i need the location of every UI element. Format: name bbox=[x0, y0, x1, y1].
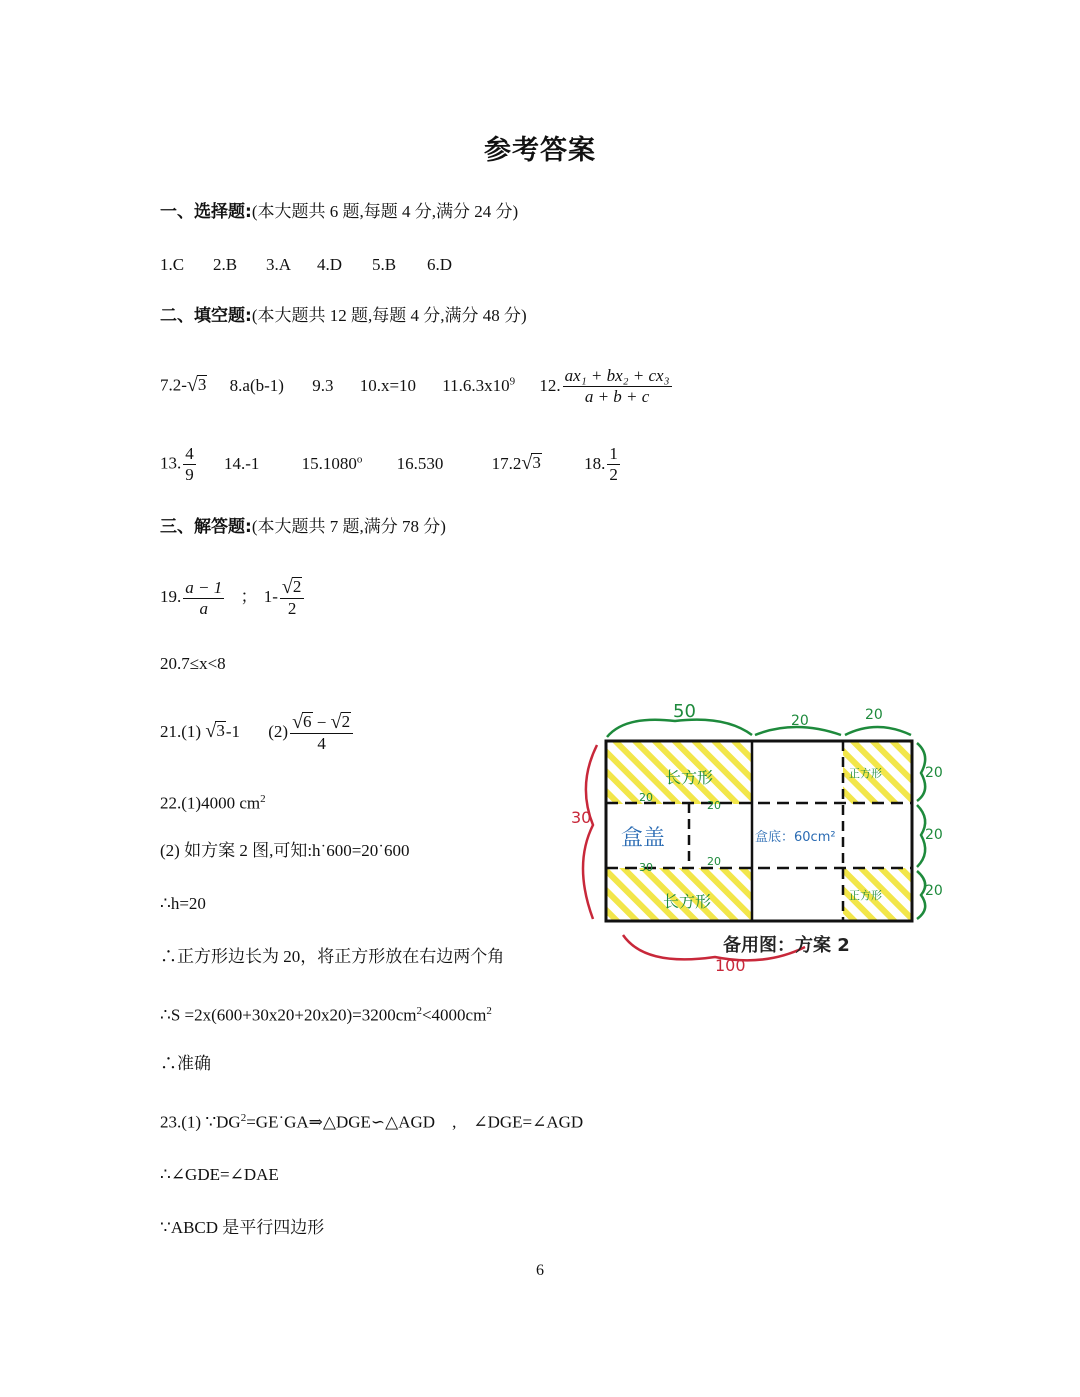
q21-sqrt: √ 3 bbox=[205, 720, 225, 742]
q21-fraction bbox=[290, 712, 353, 754]
q13-prefix: 13. bbox=[160, 453, 182, 473]
q21-after: -1 bbox=[225, 722, 240, 741]
top-label-20a: 20 bbox=[791, 713, 809, 729]
q18-numerator: 1 bbox=[609, 444, 618, 464]
page-title: 参考答案 bbox=[484, 135, 596, 166]
q16: 16.530 bbox=[396, 453, 444, 473]
q21-minus: − bbox=[316, 713, 327, 733]
answer-2: 2.B bbox=[213, 255, 238, 274]
q19-row bbox=[160, 575, 306, 619]
q15-base: 15.1080 bbox=[301, 453, 357, 473]
q9: 9.3 bbox=[312, 375, 334, 395]
q19-second-prefix: 1- bbox=[263, 587, 278, 606]
q12-prefix: 12. bbox=[539, 375, 561, 395]
answer-5: 5.B bbox=[372, 255, 397, 274]
q17-sqrt: √ 3 bbox=[521, 451, 541, 474]
answer-4: 4.D bbox=[317, 255, 343, 274]
q18-denominator: 2 bbox=[609, 465, 618, 485]
q22-line-4: ∴正方形边长为 20，将正方形放在右边两个角 bbox=[160, 947, 505, 966]
left-label-30: 30 bbox=[571, 808, 592, 827]
q13-fraction bbox=[183, 444, 196, 485]
q21-numerator: √ 6 − √ 2 bbox=[290, 712, 353, 734]
q19-separator: ； bbox=[240, 587, 258, 606]
q23-line-1-b: =GE˙GA⇒△DGE∽△AGD , ∠DGE=∠AGD bbox=[246, 1112, 584, 1132]
q19-denominator: a bbox=[199, 598, 208, 618]
top-label-20b: 20 bbox=[865, 707, 883, 723]
q23-line-1-exp: 2 bbox=[240, 1112, 247, 1124]
q8: 8.a(b-1) bbox=[229, 375, 284, 395]
bottom-label-100: 100 bbox=[715, 956, 746, 975]
q20: 20.7≤x<8 bbox=[160, 654, 226, 673]
q12-denominator: a + b + c bbox=[584, 387, 650, 407]
section-2-head: 二、填空题: bbox=[160, 306, 252, 326]
inner-label-4: 20 bbox=[707, 855, 721, 868]
inner-label-2: 20 bbox=[707, 799, 721, 812]
brace-top-50 bbox=[607, 720, 752, 737]
q22-line-5-b: <4000cm bbox=[421, 1005, 487, 1025]
q7-prefix: 7.2- bbox=[160, 375, 187, 395]
q18-fraction bbox=[607, 444, 620, 485]
cell-label-lid: 盒盖 bbox=[621, 826, 666, 851]
answer-3: 3.A bbox=[266, 255, 292, 274]
q19-second-radicand: 2 bbox=[292, 577, 302, 597]
q19-second-fraction bbox=[280, 577, 304, 619]
q21-rad-a: 6 bbox=[303, 712, 312, 732]
cell-label-square-top: 正方形 bbox=[849, 767, 882, 780]
section-3-heading bbox=[160, 517, 446, 537]
right-label-2: 20 bbox=[925, 827, 943, 843]
q12-numerator: ax₁ + bx₂ + cx₃ bbox=[564, 366, 670, 386]
section-2-heading bbox=[160, 306, 527, 326]
q19-prefix: 19. bbox=[160, 587, 182, 606]
q23-line-3: ∵ABCD 是平行四边形 bbox=[160, 1218, 325, 1237]
q22-line-2: (2) 如方案 2 图,可知:h˙600=20˙600 bbox=[160, 841, 410, 860]
q22-line-5-exp1: 2 bbox=[416, 1005, 422, 1017]
q13-numerator: 4 bbox=[185, 444, 194, 464]
q22-line-6: ∴准确 bbox=[160, 1054, 211, 1073]
q11-base: 11.6.3x10 bbox=[442, 375, 510, 395]
q21-denominator: 4 bbox=[317, 734, 326, 754]
q23-line-2: ∴∠GDE=∠DAE bbox=[160, 1165, 279, 1184]
q21-row bbox=[160, 710, 355, 754]
section-3-note: (本大题共 7 题,满分 78 分) bbox=[251, 517, 446, 536]
fill-row-1 bbox=[160, 364, 674, 407]
q10: 10.x=10 bbox=[359, 375, 417, 395]
figure-caption: 备用图：方案 2 bbox=[723, 935, 850, 956]
q21-radicand: 3 bbox=[216, 721, 225, 740]
q12-fraction bbox=[563, 366, 672, 407]
q18-prefix: 18. bbox=[584, 453, 606, 473]
q19-second-numerator: √ 2 bbox=[280, 577, 304, 599]
q22-line-5 bbox=[160, 1001, 492, 1026]
top-label-50: 50 bbox=[673, 701, 696, 722]
brace-left-30 bbox=[583, 745, 597, 919]
q21-rad-b: 2 bbox=[341, 712, 351, 732]
right-label-1: 20 bbox=[925, 765, 943, 781]
q7-sqrt: √ 3 bbox=[186, 373, 207, 396]
q22-line-5-exp2: 2 bbox=[486, 1005, 492, 1017]
section-1-note: (本大题共 6 题,每题 4 分,满分 24 分) bbox=[251, 202, 519, 221]
q21-part2: (2) bbox=[268, 722, 289, 741]
section-3-head: 三、解答题: bbox=[160, 517, 252, 537]
fill-row-2 bbox=[160, 437, 622, 485]
page-number: 6 bbox=[536, 1262, 544, 1279]
brace-right-1 bbox=[917, 743, 925, 801]
cell-label-square-bottom: 正方形 bbox=[849, 889, 882, 902]
cell-label-rect-bottom: 长方形 bbox=[663, 892, 712, 911]
answer-6: 6.D bbox=[427, 255, 453, 274]
q22-line-1-text: 22.(1)4000 cm bbox=[160, 793, 261, 813]
inner-label-1: 20 bbox=[639, 791, 653, 804]
section-1-heading bbox=[160, 202, 518, 222]
q11-exp: 9 bbox=[509, 375, 516, 387]
brace-right-2 bbox=[917, 805, 925, 867]
q15 bbox=[302, 454, 363, 473]
brace-top-20b bbox=[845, 727, 911, 735]
q22-line-3: ∴h=20 bbox=[160, 894, 206, 913]
q19-second-denominator: 2 bbox=[287, 599, 297, 619]
q11 bbox=[442, 376, 515, 395]
inner-label-3: 30 bbox=[639, 861, 653, 874]
cell-label-rect-top: 长方形 bbox=[665, 768, 714, 787]
section-1-head: 一、选择题: bbox=[160, 202, 252, 222]
q14: 14.-1 bbox=[224, 453, 260, 473]
q19-fraction bbox=[183, 578, 224, 619]
choice-answers bbox=[160, 255, 452, 275]
section-2-note: (本大题共 12 题,每题 4 分,满分 48 分) bbox=[251, 306, 527, 325]
cell-label-base: 盒底：60cm² bbox=[755, 830, 836, 845]
q23-line-1 bbox=[160, 1108, 583, 1133]
q23-line-1-a: 23.(1) ∵DG bbox=[160, 1112, 241, 1132]
q22-line-5-a: ∴S =2x(600+30x20+20x20)=3200cm bbox=[160, 1005, 417, 1025]
answer-1: 1.C bbox=[160, 255, 185, 274]
box-net-figure bbox=[565, 695, 965, 985]
q19-numerator: a − 1 bbox=[185, 577, 223, 597]
q21-prefix: 21.(1) bbox=[160, 722, 202, 741]
q22-line-1-exp: 2 bbox=[260, 793, 266, 805]
brace-right-3 bbox=[917, 871, 925, 919]
q15-exp: o bbox=[356, 453, 363, 465]
q17-prefix: 17.2 bbox=[491, 453, 522, 473]
q22-line-1 bbox=[160, 789, 266, 814]
q13-denominator: 9 bbox=[185, 465, 194, 485]
right-label-3: 20 bbox=[925, 883, 943, 899]
